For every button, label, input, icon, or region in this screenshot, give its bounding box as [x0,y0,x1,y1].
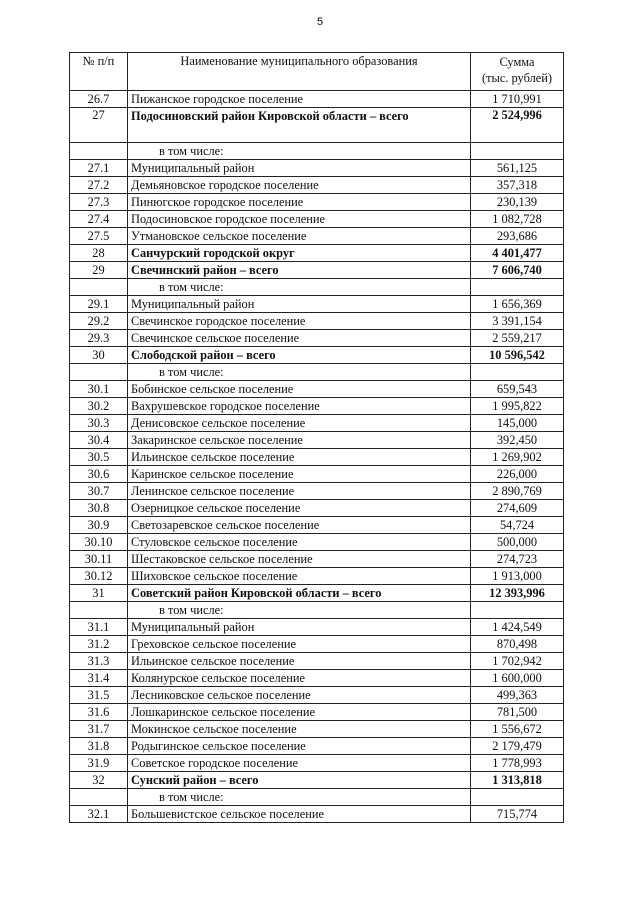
row-name-cell [128,670,471,687]
municipality-name: Мокинское сельское поселение [131,721,297,736]
row-name-cell [128,194,471,211]
table-row [70,636,564,653]
row-amount: 12 393,996 [471,585,564,602]
table-row [70,738,564,755]
row-number: 31.9 [70,755,128,772]
row-name-cell [128,347,471,364]
row-name-cell [128,177,471,194]
municipality-name: Греховское сельское поселение [131,636,296,651]
row-amount: 274,609 [471,500,564,517]
row-name-cell [128,415,471,432]
row-number: 30.9 [70,517,128,534]
total-row [70,585,564,602]
row-number: 30.10 [70,534,128,551]
row-amount: 54,724 [471,517,564,534]
municipality-name: Шестаковское сельское поселение [131,551,313,566]
municipality-name: Стуловское сельское поселение [131,534,298,549]
row-name-cell [128,364,471,381]
municipality-name: Денисовское сельское поселение [131,415,306,430]
row-amount: 3 391,154 [471,313,564,330]
row-amount: 10 596,542 [471,347,564,364]
row-number: 30.4 [70,432,128,449]
table-row [70,568,564,585]
table-row [70,670,564,687]
row-amount: 1 556,672 [471,721,564,738]
table-row [70,398,564,415]
row-name-cell [128,313,471,330]
total-row [70,347,564,364]
row-number: 29 [70,262,128,279]
row-name-cell [128,653,471,670]
table-body [70,91,564,823]
row-name-cell [128,108,471,143]
row-name-cell [128,738,471,755]
row-name-cell [128,755,471,772]
header-number: № п/п [70,53,128,91]
municipality-name: Санчурский городской округ [131,245,295,260]
table-row [70,381,564,398]
row-name-cell [128,279,471,296]
row-amount [471,789,564,806]
row-number: 32 [70,772,128,789]
row-amount [471,279,564,296]
row-amount: 293,686 [471,228,564,245]
table-row [70,806,564,823]
row-name-cell [128,534,471,551]
table-row [70,415,564,432]
table-row [70,211,564,228]
row-number: 30.1 [70,381,128,398]
row-number: 30.2 [70,398,128,415]
subheading-label: в том числе: [159,279,224,294]
table-row [70,721,564,738]
row-name-cell [128,449,471,466]
row-name-cell [128,381,471,398]
row-number: 29.1 [70,296,128,313]
row-number: 30.12 [70,568,128,585]
table-row [70,551,564,568]
row-amount: 659,543 [471,381,564,398]
row-amount: 500,000 [471,534,564,551]
row-amount [471,364,564,381]
row-number: 26.7 [70,91,128,108]
municipality-name: Муниципальный район [131,160,255,175]
municipality-name: Подосиновское городское поселение [131,211,326,226]
row-number: 31.7 [70,721,128,738]
row-amount: 781,500 [471,704,564,721]
row-name-cell [128,245,471,262]
row-name-cell [128,262,471,279]
row-amount: 1 082,728 [471,211,564,228]
municipality-name: Закаринское сельское поселение [131,432,303,447]
table-row [70,228,564,245]
table-row [70,704,564,721]
row-number: 32.1 [70,806,128,823]
row-number: 30.6 [70,466,128,483]
header-name: Наименование муниципального образования [128,53,471,91]
table-row [70,449,564,466]
municipality-name: Сунский район – всего [131,772,259,787]
row-number: 27.4 [70,211,128,228]
municipality-name: Озерницкое сельское поселение [131,500,301,515]
row-name-cell [128,330,471,347]
row-number: 30.7 [70,483,128,500]
municipality-name: Каринское сельское поселение [131,466,294,481]
row-name-cell [128,500,471,517]
row-number [70,602,128,619]
row-number: 30.11 [70,551,128,568]
row-number: 31.3 [70,653,128,670]
row-number: 29.3 [70,330,128,347]
table-row [70,653,564,670]
table-row [70,432,564,449]
subheading-label: в том числе: [159,789,224,804]
row-number: 28 [70,245,128,262]
table-row [70,313,564,330]
table-row [70,517,564,534]
row-number [70,279,128,296]
row-name-cell [128,143,471,160]
municipality-name: Большевистское сельское поселение [131,806,324,821]
row-name-cell [128,687,471,704]
row-amount: 1 710,991 [471,91,564,108]
row-name-cell [128,551,471,568]
municipality-name: Родыгинское сельское поселение [131,738,306,753]
row-amount: 357,318 [471,177,564,194]
row-amount: 7 606,740 [471,262,564,279]
table-row [70,177,564,194]
table-row [70,687,564,704]
row-amount: 1 656,369 [471,296,564,313]
row-amount [471,602,564,619]
total-row [70,772,564,789]
row-number: 31.2 [70,636,128,653]
row-number [70,364,128,381]
row-name-cell [128,211,471,228]
row-name-cell [128,91,471,108]
row-amount: 2 524,996 [471,108,564,143]
municipality-name: Ильинское сельское поселение [131,653,295,668]
row-amount: 561,125 [471,160,564,177]
row-number: 31.8 [70,738,128,755]
budget-table [69,52,564,823]
municipality-name: Колянурское сельское поселение [131,670,305,685]
table-row [70,500,564,517]
municipality-name: Свечинский район – всего [131,262,279,277]
row-number: 31.1 [70,619,128,636]
row-name-cell [128,466,471,483]
row-name-cell [128,296,471,313]
municipality-name: Вахрушевское городское поселение [131,398,320,413]
row-number: 31.6 [70,704,128,721]
subheading-row [70,602,564,619]
page-number: 5 [316,16,324,28]
total-row [70,108,564,143]
row-amount: 1 913,000 [471,568,564,585]
row-name-cell [128,721,471,738]
row-amount: 145,000 [471,415,564,432]
subheading-label: в том числе: [159,143,224,158]
table-row [70,296,564,313]
row-amount: 230,139 [471,194,564,211]
municipality-name: Шиховское сельское поселение [131,568,298,583]
row-number: 31.5 [70,687,128,704]
municipality-name: Светозаревское сельское поселение [131,517,320,532]
row-name-cell [128,619,471,636]
municipality-name: Лошкаринское сельское поселение [131,704,316,719]
municipality-name: Муниципальный район [131,296,255,311]
row-number: 31.4 [70,670,128,687]
total-row [70,245,564,262]
municipality-name: Слободской район – всего [131,347,276,362]
municipality-name: Ильинское сельское поселение [131,449,295,464]
municipality-name: Демьяновское городское поселение [131,177,319,192]
municipality-name: Пинюгское городское поселение [131,194,304,209]
row-number: 31 [70,585,128,602]
row-name-cell [128,789,471,806]
municipality-name: Подосиновский район Кировской области – всего [131,109,409,123]
table-row [70,755,564,772]
header-sum [471,53,564,91]
row-number: 30.3 [70,415,128,432]
row-name-cell [128,160,471,177]
row-name-cell [128,398,471,415]
header-sum-title: Сумма [499,55,535,69]
table-row [70,194,564,211]
row-name-cell [128,517,471,534]
table-row [70,619,564,636]
subheading-row [70,364,564,381]
row-amount: 226,000 [471,466,564,483]
row-amount: 1 313,818 [471,772,564,789]
row-number: 27.3 [70,194,128,211]
row-number: 30.5 [70,449,128,466]
table-row [70,534,564,551]
header-row [70,53,564,91]
row-name-cell [128,568,471,585]
row-number: 29.2 [70,313,128,330]
total-row [70,262,564,279]
row-number [70,143,128,160]
municipality-name: Ленинское сельское поселение [131,483,295,498]
municipality-name: Свечинское сельское поселение [131,330,300,345]
row-amount: 715,774 [471,806,564,823]
row-amount [471,143,564,160]
municipality-name: Свечинское городское поселение [131,313,306,328]
municipality-name: Советское городское поселение [131,755,299,770]
row-amount: 4 401,477 [471,245,564,262]
row-number [70,789,128,806]
row-amount: 274,723 [471,551,564,568]
municipality-name: Советский район Кировской области – всего [131,585,382,600]
municipality-name: Пижанское городское поселение [131,91,303,106]
row-amount: 870,498 [471,636,564,653]
row-number: 27.5 [70,228,128,245]
row-name-cell [128,772,471,789]
row-name-cell [128,432,471,449]
row-amount: 1 702,942 [471,653,564,670]
row-name-cell [128,483,471,500]
subheading-row [70,789,564,806]
row-amount: 1 424,549 [471,619,564,636]
row-amount: 2 890,769 [471,483,564,500]
row-amount: 392,450 [471,432,564,449]
row-name-cell [128,704,471,721]
row-name-cell [128,602,471,619]
header-sum-unit: (тыс. рублей) [481,71,553,85]
row-number: 30 [70,347,128,364]
row-number: 30.8 [70,500,128,517]
row-name-cell [128,228,471,245]
row-name-cell [128,585,471,602]
table-header [70,53,564,91]
table-row [70,160,564,177]
row-amount: 499,363 [471,687,564,704]
table-row [70,91,564,108]
table-row [70,330,564,347]
row-amount: 1 269,902 [471,449,564,466]
row-name-cell [128,806,471,823]
table-row [70,483,564,500]
row-amount: 1 600,000 [471,670,564,687]
subheading-row [70,143,564,160]
municipality-name: Лесниковское сельское поселение [131,687,311,702]
row-amount: 2 179,479 [471,738,564,755]
municipality-name: Бобинское сельское поселение [131,381,294,396]
subheading-row [70,279,564,296]
row-number: 27.1 [70,160,128,177]
row-amount: 1 778,993 [471,755,564,772]
municipality-name: Утмановское сельское поселение [131,228,307,243]
table-row [70,466,564,483]
row-number: 27.2 [70,177,128,194]
row-name-cell [128,636,471,653]
row-amount: 2 559,217 [471,330,564,347]
municipality-name: Муниципальный район [131,619,255,634]
subheading-label: в том числе: [159,602,224,617]
row-number: 27 [70,108,128,143]
subheading-label: в том числе: [159,364,224,379]
row-amount: 1 995,822 [471,398,564,415]
